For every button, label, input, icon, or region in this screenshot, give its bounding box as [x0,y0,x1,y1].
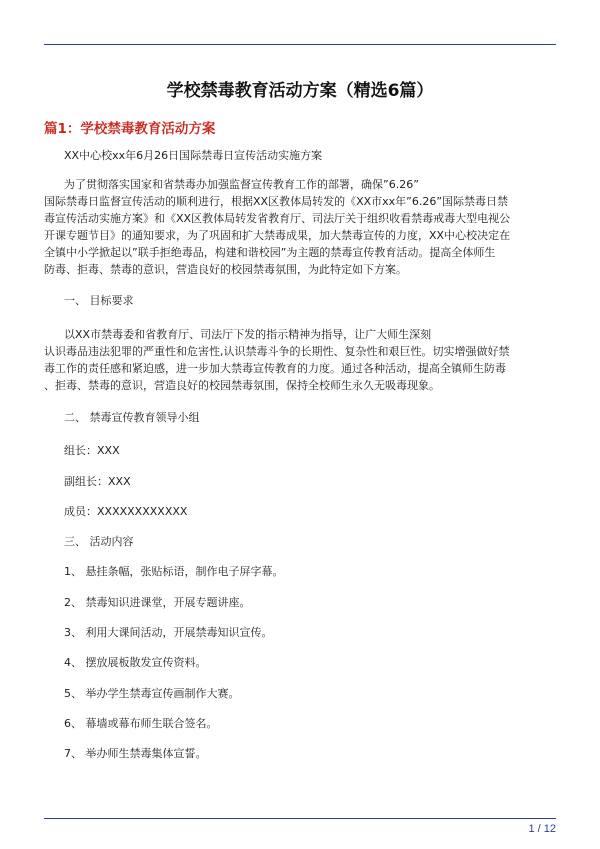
page-indicator: 1 / 12 [528,823,556,835]
document-title: 学校禁毒教育活动方案（精选6篇） [166,81,434,101]
intro-line: 为了贯彻落实国家和省禁毒办加强监督宣传教育工作的部署，确保”6.26” [64,178,419,191]
activity-heading: 三、 活动内容 [64,535,134,548]
activity-item: 1、 悬挂条幅，张贴标语，制作电子屏字幕。 [64,565,284,578]
goal-line: 毒工作的责任感和紧迫感，进一步加大禁毒宣传教育的力度。通过各种活动，提高全镇师生防毒 [44,362,506,375]
section-heading: 篇1：学校禁毒教育活动方案 [44,121,216,137]
deputy-line: 副组长：XXX [64,475,131,488]
top-rule [44,44,556,45]
goal-line: 认识毒品违法犯罪的严重性和危害性,认识禁毒斗争的长期性、复杂性和艰巨性。切实增强做好禁 [44,345,510,358]
subtitle: XX中心校xx年6月26日国际禁毒日宣传活动实施方案 [64,149,323,162]
members-line: 成员：XXXXXXXXXXXX [64,505,188,518]
activity-item: 6、 幕墙或幕布师生联合签名。 [64,717,218,730]
activity-item: 2、 禁毒知识进课堂，开展专题讲座。 [64,596,251,609]
intro-line: 毒宣传活动实施方案》和《XX区教体局转发省教育厅、司法厅关于组织收看禁毒戒毒大型电视公 [44,212,511,225]
activity-item: 5、 举办学生禁毒宣传画制作大赛。 [64,687,240,700]
group-heading: 二、 禁毒宣传教育领导小组 [64,411,200,424]
activity-item: 7、 举办师生禁毒集体宣誓。 [64,747,207,760]
intro-line: 防毒、拒毒、禁毒的意识，营造良好的校园禁毒氛围，为此特定如下方案。 [44,263,407,276]
goal-heading: 一、 目标要求 [64,294,134,307]
goal-line: 、拒毒、禁毒的意识，营造良好的校园禁毒氛围，保持全校师生永久无吸毒现象。 [44,379,440,392]
activity-item: 3、 利用大课间活动，开展禁毒知识宣传。 [64,626,273,639]
leader-line: 组长：XXX [64,444,120,457]
intro-line: 全镇中小学掀起以”联手拒绝毒品，构建和谐校园”为主题的禁毒宣传教育活动。提高全体师生 [44,246,496,259]
intro-line: 国际禁毒日监督宣传活动的顺利进行，根据XX区教体局转发的《XX市xx年”6.26”国际禁毒日禁 [44,195,509,208]
goal-line: 以XX市禁毒委和省教育厅、司法厅下发的指示精神为指导，让广大师生深刻 [64,328,432,341]
intro-line: 开课专题节目》的通知要求，为了巩固和扩大禁毒成果，加大禁毒宣传的力度，XX中心校决定在 [44,229,511,242]
activity-item: 4、 摆放展板散发宣传资料。 [64,656,207,669]
bottom-rule [44,818,556,819]
